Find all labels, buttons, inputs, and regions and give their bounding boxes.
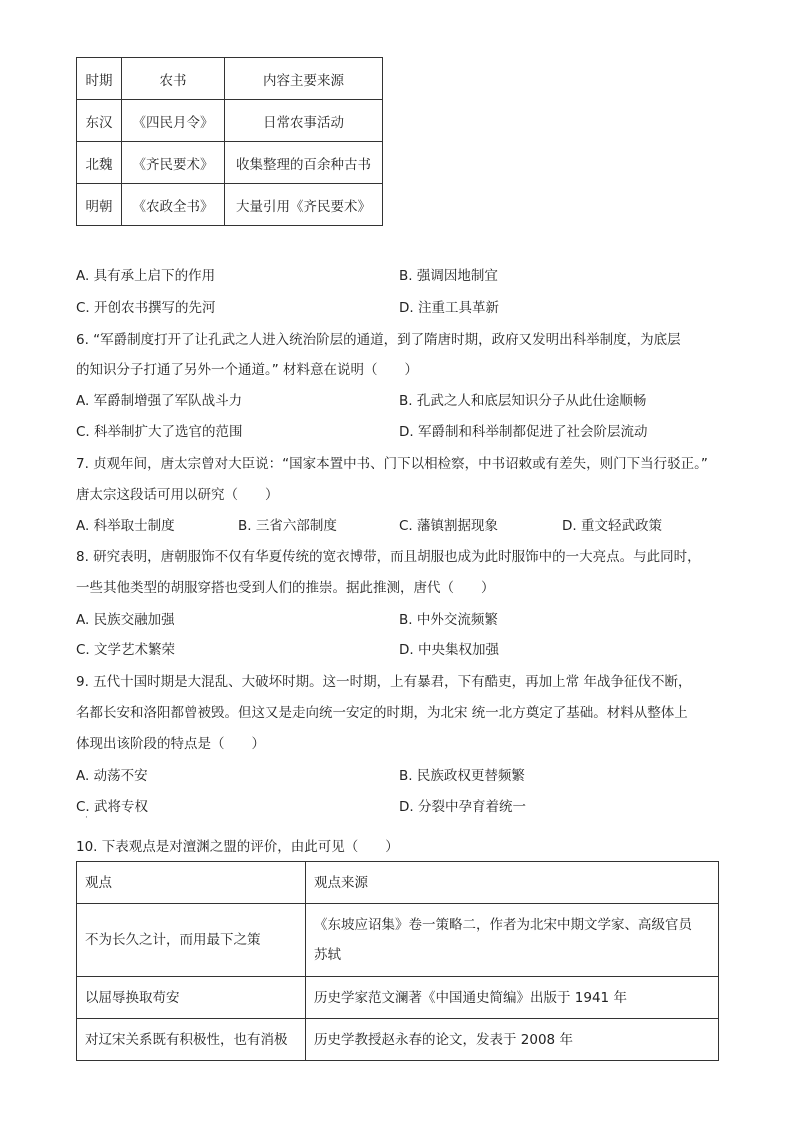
q7-option-b: B. 三省六部制度 (238, 518, 337, 534)
q6-stem-line: 的知识分子打通了另外一个通道。” 材料意在说明（ ） (76, 362, 419, 378)
q7-option-d: D. 重文轻武政策 (562, 518, 662, 534)
table-header-cell: 农书 (122, 58, 225, 100)
q9-option-c: C. 武将专权 (76, 799, 149, 815)
q5-option-a: A. 具有承上启下的作用 (76, 268, 216, 284)
table-row (77, 142, 383, 184)
table-cell: 以屈辱换取苟安 (77, 977, 306, 1019)
table-cell: 历史学教授赵永春的论文，发表于 2008 年 (306, 1019, 719, 1061)
table-cell: 大量引用《齐民要术》 (225, 184, 383, 226)
table-cell: 《四民月令》 (122, 100, 225, 142)
q8-stem-line: 8. 研究表明，唐朝服饰不仅有华夏传统的宽衣博带，而且胡服也成为此时服饰中的一大亮点。与此同时， (76, 549, 701, 565)
table-row (77, 1019, 719, 1061)
agricultural-books-table (76, 57, 383, 226)
q9-option-a: A. 动荡不安 (76, 768, 148, 784)
table-cell: 不为长久之计，而用最下之策 (77, 904, 306, 977)
table-header-cell: 观点 (77, 862, 306, 904)
q5-option-b: B. 强调因地制宜 (399, 268, 498, 284)
table-row (77, 977, 719, 1019)
q10-stem: 10. 下表观点是对澶渊之盟的评价，由此可见（ ） (76, 839, 399, 855)
q9-stem-line: 9. 五代十国时期是大混乱、大破坏时期。这一时期，上有暴君，下有酷吏，再加上常 年战争征伐不断， (76, 674, 692, 690)
q9-option-b: B. 民族政权更替频繁 (399, 768, 525, 784)
q8-stem-line: 一些其他类型的胡服穿搭也受到人们的推崇。据此推测，唐代（ ） (76, 580, 495, 596)
q5-option-d: D. 注重工具革新 (399, 300, 499, 316)
table-header-cell: 内容主要来源 (225, 58, 383, 100)
q7-option-a: A. 科举取士制度 (76, 518, 175, 534)
q6-stem-line: 6. “军爵制度打开了让孔武之人进入统治阶层的通道，到了隋唐时期，政府又发明出科举制度，为底层 (76, 332, 681, 348)
table-header-cell: 观点来源 (306, 862, 719, 904)
table-header-row (77, 58, 383, 100)
q6-option-a: A. 军爵制增强了军队战斗力 (76, 393, 243, 409)
q8-option-d: D. 中央集权加强 (399, 642, 499, 658)
q7-stem-line: 唐太宗这段话可用以研究（ ） (76, 487, 279, 503)
table-row (77, 904, 719, 977)
table-cell: 《齐民要术》 (122, 142, 225, 184)
q8-option-b: B. 中外交流频繁 (399, 612, 498, 628)
table-cell: 日常农事活动 (225, 100, 383, 142)
q9-stem-line: 名都长安和洛阳都曾被毁。但这又是走向统一安定的时期，为北宋 统一北方奠定了基础。材料从整体上 (76, 705, 688, 721)
table-cell: 收集整理的百余种古书 (225, 142, 383, 184)
q6-option-c: C. 科举制扩大了选官的范围 (76, 424, 243, 440)
table-cell: 东汉 (77, 100, 122, 142)
stray-mark: · (85, 813, 88, 823)
table-row (77, 184, 383, 226)
table-cell: 对辽宋关系既有积极性，也有消极 (77, 1019, 306, 1061)
q8-option-a: A. 民族交融加强 (76, 612, 175, 628)
table-header-row (77, 862, 719, 904)
table-row (77, 100, 383, 142)
q7-stem-line: 7. 贞观年间，唐太宗曾对大臣说：“国家本置中书、门下以相检察，中书诏敕或有差失，则门下当行驳正。” (76, 456, 708, 472)
evaluation-table (76, 861, 719, 1061)
table-cell: 《农政全书》 (122, 184, 225, 226)
q9-option-d: D. 分裂中孕育着统一 (399, 799, 526, 815)
q7-option-c: C. 藩镇割据现象 (399, 518, 499, 534)
q6-option-b: B. 孔武之人和底层知识分子从此仕途顺畅 (399, 393, 647, 409)
table-cell: 明朝 (77, 184, 122, 226)
q9-stem-line: 体现出该阶段的特点是（ ） (76, 736, 265, 752)
table-header-cell: 时期 (77, 58, 122, 100)
table-cell: 北魏 (77, 142, 122, 184)
q5-option-c: C. 开创农书撰写的先河 (76, 300, 216, 316)
table-cell: 《东坡应诏集》卷一策略二，作者为北宋中期文学家、高级官员苏轼 (306, 904, 719, 977)
q8-option-c: C. 文学艺术繁荣 (76, 642, 176, 658)
table-cell: 历史学家范文澜著《中国通史简编》出版于 1941 年 (306, 977, 719, 1019)
q6-option-d: D. 军爵制和科举制都促进了社会阶层流动 (399, 424, 648, 440)
